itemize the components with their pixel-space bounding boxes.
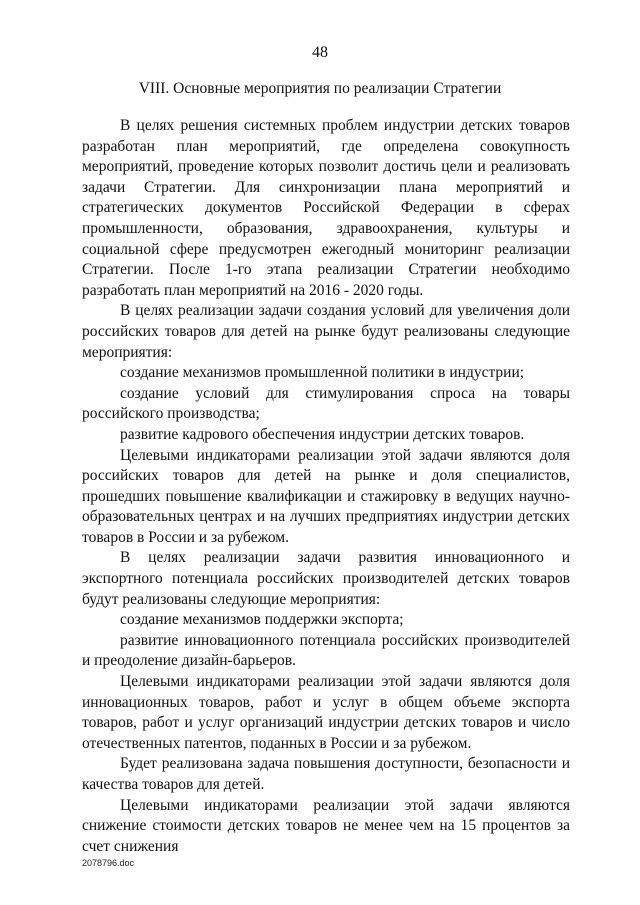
paragraph: Целевыми индикаторами реализации этой задачи являются доля российских товаров для детей на рынке и доля специалистов, прошедших повышение квалификации и стажировку в ведущих научно-образовательных центрах и на лучших предприятиях индустрии детских товаров в России и за рубежом.: [82, 446, 570, 546]
paragraph: В целях реализации задачи развития инновационного и экспортного потенциала российских производителей детских товаров будут реализованы следующие мероприятия:: [82, 549, 570, 608]
paragraph: Будет реализована задача повышения доступности, безопасности и качества товаров для детей.: [82, 755, 570, 793]
section-title: VIII. Основные мероприятия по реализации Стратегии: [138, 80, 502, 97]
paragraph: создание механизмов поддержки экспорта;: [120, 611, 404, 629]
paragraph: В целях реализации задачи создания условий для увеличения доли российских товаров для детей на рынке будут реализованы следующие мероприятия:: [82, 302, 570, 361]
page-number: 48: [312, 44, 328, 61]
paragraph: развитие инновационного потенциала российских производителей и преодоление дизайн-барьеров.: [82, 631, 570, 670]
paragraph: Целевыми индикаторами реализации этой задачи являются снижение стоимости детских товаров не менее чем на 15 процентов за счет снижения: [82, 796, 570, 855]
footer-file-code: 2078796.doc: [82, 858, 135, 868]
paragraph: развитие кадрового обеспечения индустрии детских товаров.: [120, 425, 525, 443]
paragraph: Целевыми индикаторами реализации этой задачи являются доля инновационных товаров, работ и услуг в общем объеме экспорта товаров, работ и услуг организаций индустрии детских товаров и число отечественных патентов, поданных в России и за рубежом.: [82, 673, 570, 752]
paragraph: создание механизмов промышленной политики в индустрии;: [120, 364, 525, 382]
paragraph: В целях решения системных проблем индустрии детских товаров разработан план мероприятий, где определена совокупность мероприятий, проведение которых позволит достичь цели и реализовать задачи Стратегии. Для синхронизации плана мероприятий и стратегических документов Российской Федерации в сферах промышленности, образования, здравоохранения, культуры и социальной сфере предусмотрен ежегодный мониторинг реализации Стратегии. После 1-го этапа реализации Стратегии необходимо разработать план мероприятий на 2016 - 2020 годы.: [82, 117, 570, 299]
body-text: [82, 116, 570, 857]
paragraph: создание условий для стимулирования спроса на товары российского производства;: [82, 384, 570, 423]
